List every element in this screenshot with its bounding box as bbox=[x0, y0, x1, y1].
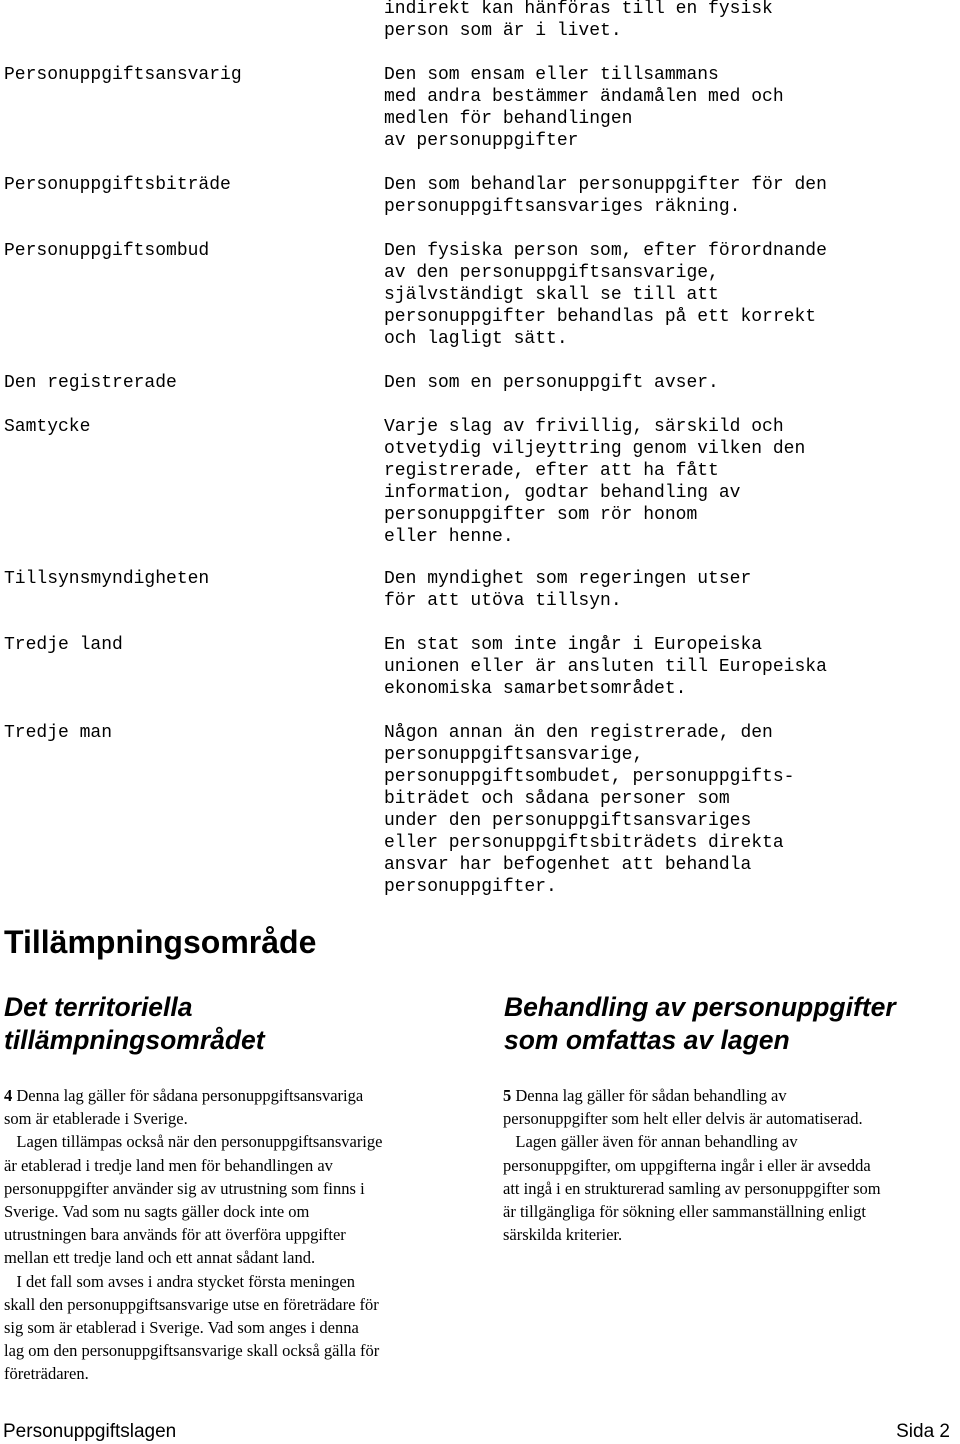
left-paragraph-2: Lagen tillämpas också när den personuppgiftsansvarige är etablerad i tredje land men för behandlingen av personuppgifter använder sig av utrustning som finns i Sverige. Vad som nu sagts gäller dock inte om utrustningen bara används för att överföra uppgifter mellan ett tredje land och ett annat sådant land. bbox=[4, 1132, 383, 1268]
definition-tillsynsmyndigheten: Den myndighet som regeringen utser för att utöva tillsyn. bbox=[384, 569, 752, 611]
definition-den-registrerade: Den som en personuppgift avser. bbox=[384, 373, 719, 393]
term-den-registrerade: Den registrerade bbox=[4, 373, 177, 393]
term-tredje-man: Tredje man bbox=[4, 723, 113, 743]
term-personuppgiftsansvarig: Personuppgiftsansvarig bbox=[4, 65, 242, 85]
right-paragraph-1: Denna lag gäller för sådan behandling av personuppgifter som helt eller delvis är automatiserad. bbox=[503, 1086, 863, 1129]
left-paragraph-1: Denna lag gäller för sådana personuppgiftsansvariga som är etablerade i Sverige. bbox=[4, 1086, 364, 1129]
section-heading: Tillämpningsområde bbox=[4, 924, 317, 960]
paragraph-number-4: 4 bbox=[4, 1086, 13, 1105]
footer-document-title: Personuppgiftslagen bbox=[3, 1421, 177, 1442]
right-paragraph-2: Lagen gäller även för annan behandling av personuppgifter, om uppgifterna ingår i eller är avsedda att ingå i en strukturerad samling av personuppgifter som är tillgängliga för sökning eller sammanställning enligt särskilda kriterier. bbox=[503, 1132, 881, 1245]
term-personuppgiftsbitrade: Personuppgiftsbiträde bbox=[4, 175, 231, 195]
definition-tredje-man: Någon annan än den registrerade, den personuppgiftsansvarige, personuppgiftsombudet, personuppgifts- biträdet och sådana personer som under den personuppgiftsansvariges eller personuppgiftsbiträdets direkta ansvar har befogenhet att behandla personuppgifter. bbox=[384, 723, 795, 897]
definition-personuppgiftsombud: Den fysiska person som, efter förordnande av den personuppgiftsansvarige, självständigt skall se till att personuppgifter behandlas på ett korrekt och lagligt sätt. bbox=[384, 241, 827, 349]
paragraph-number-5: 5 bbox=[503, 1086, 512, 1105]
right-column-heading: Behandling av personuppgifter som omfattas av lagen bbox=[504, 992, 896, 1055]
definition-continuation: indirekt kan hänföras till en fysisk person som är i livet. bbox=[384, 0, 773, 41]
term-tredje-land: Tredje land bbox=[4, 635, 123, 655]
term-tillsynsmyndigheten: Tillsynsmyndigheten bbox=[4, 569, 210, 589]
term-samtycke: Samtycke bbox=[4, 417, 91, 437]
left-column-body bbox=[4, 1084, 382, 1386]
definition-tredje-land: En stat som inte ingår i Europeiska unionen eller är ansluten till Europeiska ekonomiska samarbetsområdet. bbox=[384, 635, 827, 699]
left-paragraph-3: I det fall som avses i andra stycket första meningen skall den personuppgiftsansvarige utse en företrädare för sig som är etablerad i Sverige. Vad som anges i denna lag om den personuppgiftsansvarige skall också gälla för företrädaren. bbox=[4, 1271, 380, 1384]
definition-personuppgiftsansvarig: Den som ensam eller tillsammans med andra bestämmer ändamålen med och medlen för behandlingen av personuppgifter bbox=[384, 65, 784, 151]
footer-page-number: Sida 2 bbox=[896, 1421, 950, 1442]
left-column-heading: Det territoriella tillämpningsområdet bbox=[4, 992, 265, 1055]
right-column-body bbox=[503, 1084, 881, 1246]
definition-personuppgiftsbitrade: Den som behandlar personuppgifter för den personuppgiftsansvariges räkning. bbox=[384, 175, 827, 217]
term-personuppgiftsombud: Personuppgiftsombud bbox=[4, 241, 210, 261]
definition-samtycke: Varje slag av frivillig, särskild och otvetydig viljeyttring genom vilken den registrerade, efter att ha fått information, godtar behandling av personuppgifter som rör honom eller henne. bbox=[384, 417, 806, 547]
